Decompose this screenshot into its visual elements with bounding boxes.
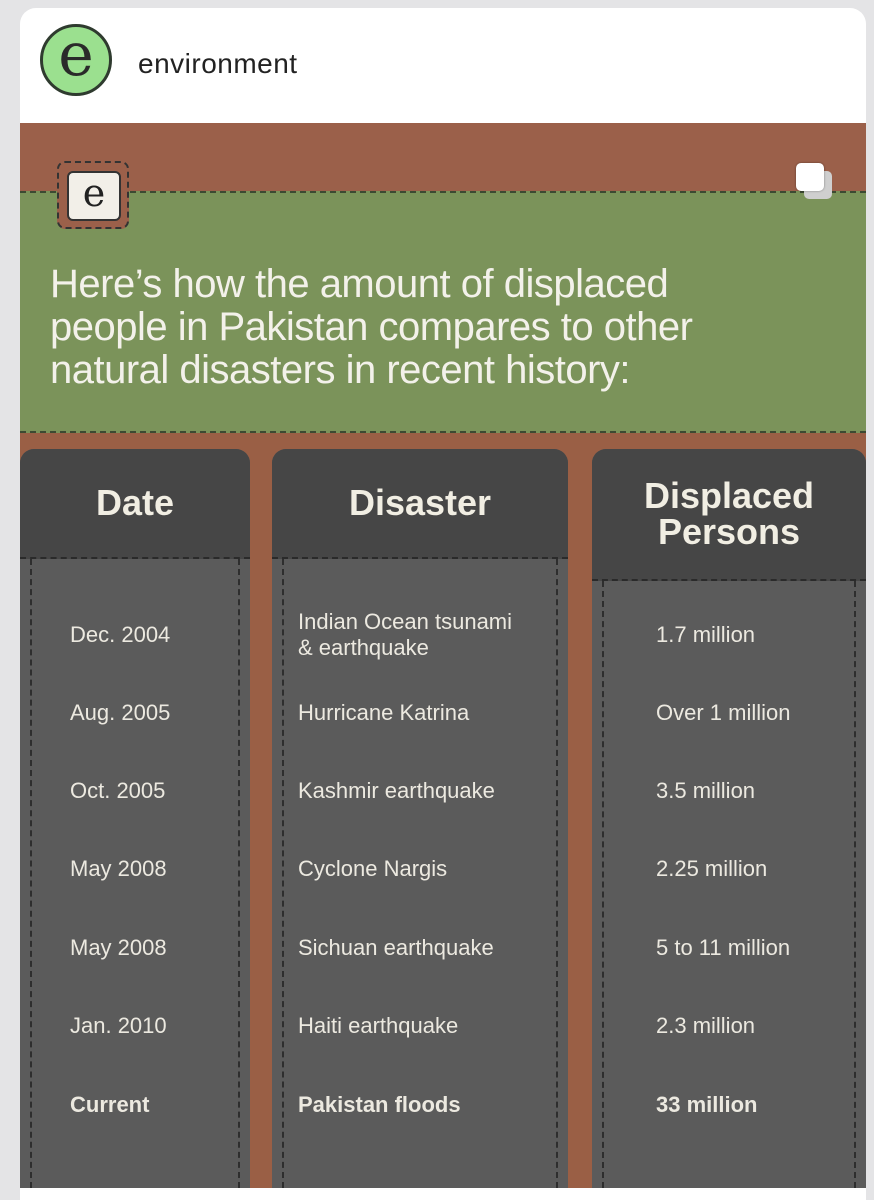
displaced-cell: 5 to 11 million [656,935,791,960]
disaster-cell: Cyclone Nargis [298,856,448,881]
date-cell: May 2008 [70,935,167,960]
displaced-cell: 2.25 million [656,856,768,881]
displaced-cell: 33 million [656,1092,758,1117]
disaster-column [272,449,568,1188]
brand-logo-inner [67,171,121,221]
date-header: Date [20,449,250,559]
post-header [20,8,866,120]
disaster-cell-line: Indian Ocean tsunami [298,609,513,634]
headline [50,263,840,392]
displaced-header-line-1: Displaced [643,475,815,516]
disaster-cell: Kashmir earthquake [298,778,495,803]
date-column-body [30,559,240,1188]
headline-line-1: Here’s how the amount of displaced [50,262,669,306]
avatar-letter: e [58,20,94,90]
date-column [20,449,250,1188]
date-cell: Aug. 2005 [70,700,171,725]
post-card [20,8,866,1200]
headline-line-3: natural disasters in recent history: [50,348,631,392]
displaced-cell: 3.5 million [656,778,756,803]
account-name[interactable]: environment [138,48,298,79]
displaced-header-line-2: Persons [657,511,801,552]
date-cell: Jan. 2010 [70,1013,167,1038]
date-cell: Dec. 2004 [70,622,171,647]
displaced-column-body [602,581,856,1188]
date-cell: May 2008 [70,856,167,881]
brand-logo [57,161,129,229]
disaster-header: Disaster [272,449,568,559]
disaster-cell: Sichuan earthquake [298,935,494,960]
disaster-cell [284,596,556,674]
displaced-cell: 2.3 million [656,1013,756,1038]
disaster-cell: Pakistan floods [298,1092,461,1117]
displaced-column [592,449,866,1188]
disaster-column-body [282,559,558,1188]
disaster-cell: Haiti earthquake [298,1013,459,1038]
brand-logo-letter: e [82,171,106,215]
date-cell: Current [70,1092,150,1117]
post-image [20,123,866,1188]
carousel-icon-front [796,163,824,191]
headline-line-2: people in Pakistan compares to other [50,305,693,349]
displaced-cell: Over 1 million [656,700,791,725]
displaced-header [592,449,866,581]
displaced-cell: 1.7 million [656,622,756,647]
brown-banner [20,123,866,193]
account-avatar[interactable] [40,20,112,96]
carousel-icon [796,163,834,201]
disaster-cell-line: & earthquake [298,635,429,660]
date-cell: Oct. 2005 [70,778,166,803]
disaster-cell: Hurricane Katrina [298,700,470,725]
